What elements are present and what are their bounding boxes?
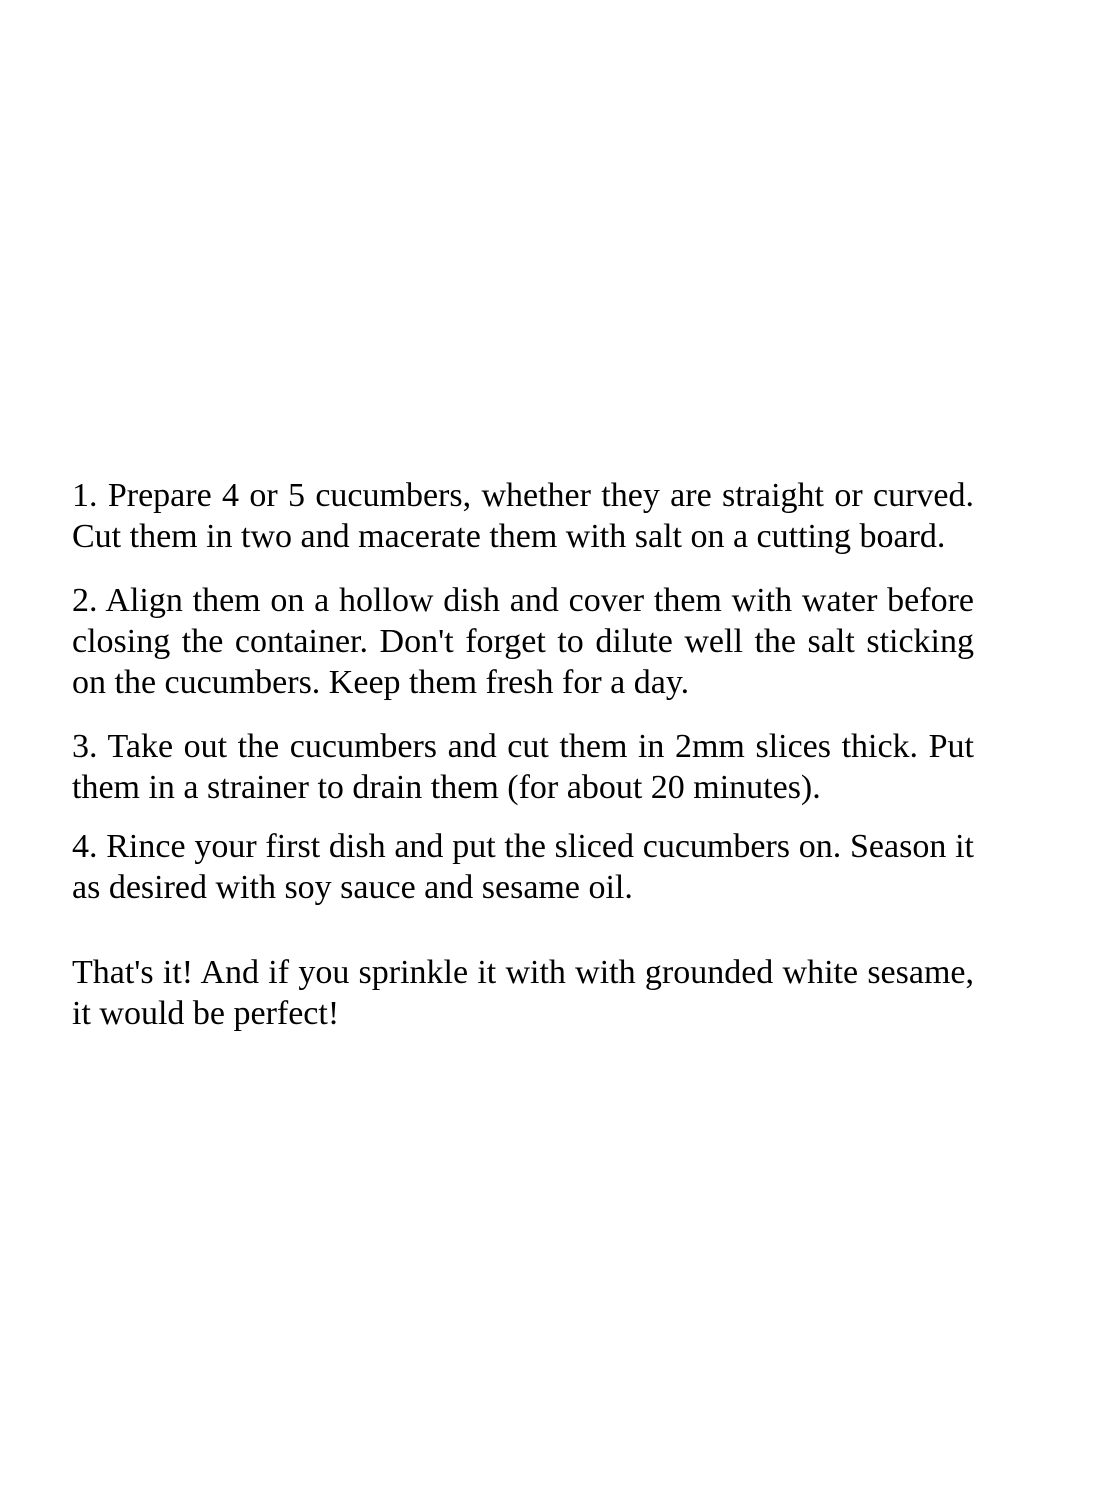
recipe-step-1: 1. Prepare 4 or 5 cucumbers, whether they are straight or curved. Cut them in two and macerate them with salt on a cutting board. [72,477,974,555]
recipe-step-2: 2. Align them on a hollow dish and cover them with water before closing the container. Don't forget to dilute well the salt sticking on the cucumbers. Keep them fresh for a day. [72,582,974,701]
recipe-step-3: 3. Take out the cucumbers and cut them in 2mm slices thick. Put them in a strainer to drain them (for about 20 minutes). [72,728,974,806]
recipe-text-block [72,475,974,1034]
recipe-step-4: 4. Rince your first dish and put the sliced cucumbers on. Season it as desired with soy sauce and sesame oil. [72,828,974,906]
closing-note: That's it! And if you sprinkle it with with grounded white sesame, it would be perfect! [72,954,974,1032]
